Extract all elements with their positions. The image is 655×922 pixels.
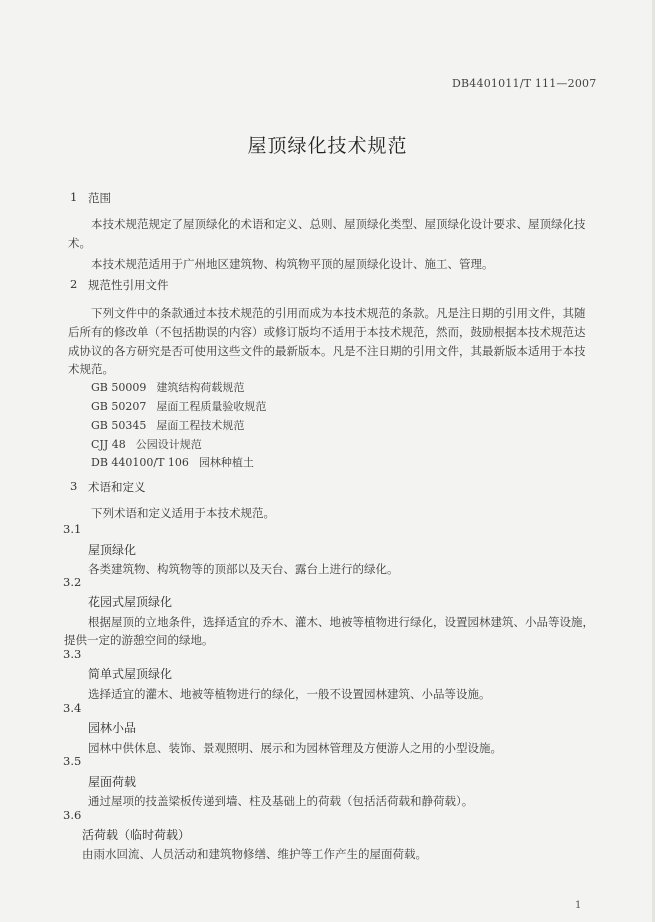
term-definition: 各类建筑物、构筑物等的顶部以及天台、露台上进行的绿化。 xyxy=(88,562,399,576)
section-3-intro: 下列术语和定义适用于本技术规范。 xyxy=(91,506,275,520)
term-number: 3.4 xyxy=(63,701,82,715)
term-title: 屋顶绿化 xyxy=(88,543,137,557)
reference-code: GB 50207 xyxy=(91,400,147,413)
term-number: 3.6 xyxy=(63,808,82,822)
term-number: 3.5 xyxy=(63,754,82,768)
section-2-para-line4: 术规范。 xyxy=(68,362,114,376)
term-definition: 选择适宜的灌木、地被等植物进行的绿化，一般不设置园林建筑、小品等设施。 xyxy=(88,687,491,701)
term-number: 3.2 xyxy=(63,575,82,589)
reference-name: 园林种植土 xyxy=(198,456,254,469)
section-2-para-line2: 后所有的修改单（不包括勘误的内容）或修订版均不适用于本技术规范，然而，鼓励根据本技术规范达 xyxy=(68,325,586,339)
section-1-para1-line2: 术。 xyxy=(68,236,91,250)
term-definition: 通过屋项的技盖梁板传递到墙、柱及基础上的荷载（包括活荷载和静荷载）。 xyxy=(88,794,474,808)
reference-item xyxy=(91,417,244,433)
term-definition-cont: 提供一定的游憩空间的绿地。 xyxy=(64,633,214,647)
section-3-heading: 术语和定义 xyxy=(88,480,146,494)
section-3-number: 3 xyxy=(70,479,78,493)
reference-item xyxy=(91,379,244,395)
term-number: 3.1 xyxy=(63,522,82,536)
reference-code: DB 440100/T 106 xyxy=(91,456,189,469)
term-title: 屋面荷载 xyxy=(88,775,137,789)
reference-item xyxy=(91,398,266,414)
section-2-para-line3: 成协议的各方研究是否可使用这些文件的最新版本。凡是不注日期的引用文件，其最新版本适用于本技 xyxy=(68,344,586,358)
reference-name: 屋面工程技术规范 xyxy=(156,419,245,432)
section-1-para2: 本技术规范适用于广州地区建筑物、构筑物平顶的屋顶绿化设计、施工、管理。 xyxy=(91,257,494,271)
term-title: 活荷载（临时荷载） xyxy=(82,828,191,842)
term-number: 3.3 xyxy=(63,647,82,661)
reference-item xyxy=(91,454,254,470)
page-title: 屋顶绿化技术规范 xyxy=(247,135,408,157)
term-definition: 园林中供休息、装饰、景观照明、展示和为园林管理及方便游人之用的小型设施。 xyxy=(88,741,502,755)
reference-code: GB 50009 xyxy=(91,381,147,394)
reference-item xyxy=(91,436,202,452)
section-2-heading: 规范性引用文件 xyxy=(88,278,169,292)
section-2-number: 2 xyxy=(70,277,78,291)
section-1-number: 1 xyxy=(70,190,78,204)
section-1-para1-line1: 本技术规范规定了屋顶绿化的术语和定义、总则、屋顶绿化类型、屋顶绿化设计要求、屋顶绿化技 xyxy=(91,217,586,231)
term-title: 花园式屋顶绿化 xyxy=(88,595,173,609)
reference-code: CJJ 48 xyxy=(91,438,126,451)
term-definition: 根据屋顶的立地条件，选择适宜的乔木、灌木、地被等植物进行绿化，设置园林建筑、小品等设施， xyxy=(88,615,594,629)
term-title: 简单式屋顶绿化 xyxy=(88,667,173,681)
reference-code: GB 50345 xyxy=(91,419,147,432)
section-1-heading: 范围 xyxy=(88,191,111,205)
term-title: 园林小品 xyxy=(88,721,137,735)
section-2-para-line1: 下列文件中的条款通过本技术规范的引用而成为本技术规范的条款。凡是注日期的引用文件，其随 xyxy=(91,306,586,320)
reference-name: 屋面工程质量验收规范 xyxy=(156,400,267,413)
reference-name: 建筑结构荷载规范 xyxy=(156,381,245,394)
term-definition: 由雨水回流、人员活动和建筑物修缮、维护等工作产生的屋面荷载。 xyxy=(82,847,427,861)
page-number: 1 xyxy=(575,900,582,911)
standard-code: DB4401011/T 111—2007 xyxy=(452,77,597,90)
reference-name: 公园设计规范 xyxy=(135,438,202,451)
